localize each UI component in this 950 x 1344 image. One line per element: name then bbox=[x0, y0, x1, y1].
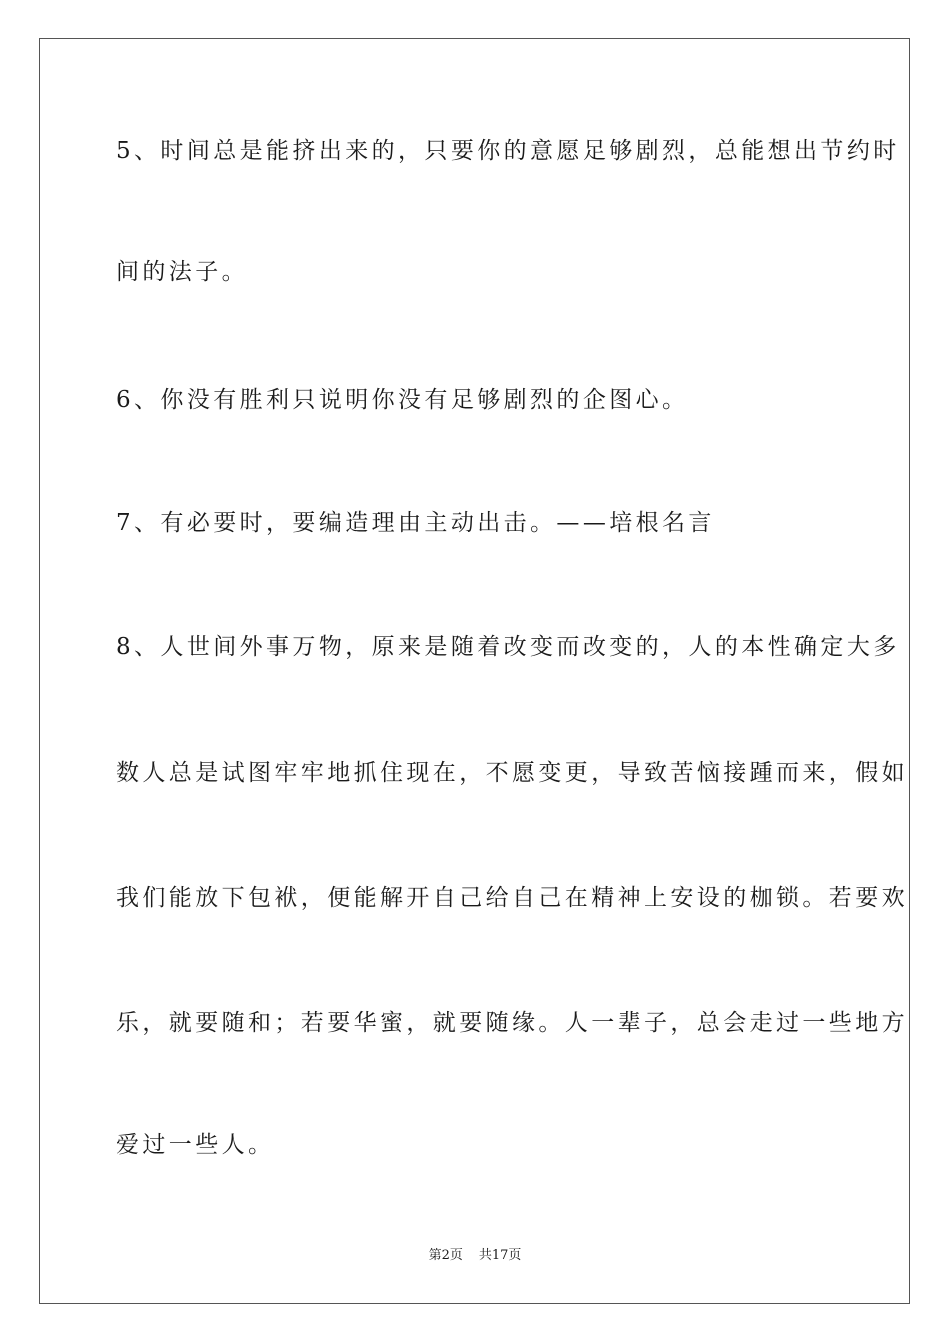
text-line: 7、有必要时，要编造理由主动出击。——培根名言 bbox=[116, 510, 715, 536]
page-number: 第2页 bbox=[428, 1248, 463, 1263]
text-line: 数人总是试图牢牢地抓住现在，不愿变更，导致苦恼接踵而来，假如 bbox=[116, 760, 908, 786]
text-line: 爱过一些人。 bbox=[116, 1132, 275, 1158]
text-line: 5、时间总是能挤出来的，只要你的意愿足够剧烈，总能想出节约时 bbox=[116, 138, 900, 164]
text-line: 8、人世间外事万物，原来是随着改变而改变的，人的本性确定大多 bbox=[116, 634, 900, 660]
page-frame bbox=[39, 38, 910, 1304]
text-line: 间的法子。 bbox=[116, 259, 248, 285]
page-footer bbox=[0, 1247, 950, 1265]
text-line: 乐，就要随和；若要华蜜，就要随缘。人一辈子，总会走过一些地方 bbox=[116, 1010, 908, 1036]
text-line: 我们能放下包袱，便能解开自己给自己在精神上安设的枷锁。若要欢 bbox=[116, 885, 908, 911]
page-total: 共17页 bbox=[478, 1248, 522, 1263]
text-line: 6、你没有胜利只说明你没有足够剧烈的企图心。 bbox=[116, 387, 689, 413]
